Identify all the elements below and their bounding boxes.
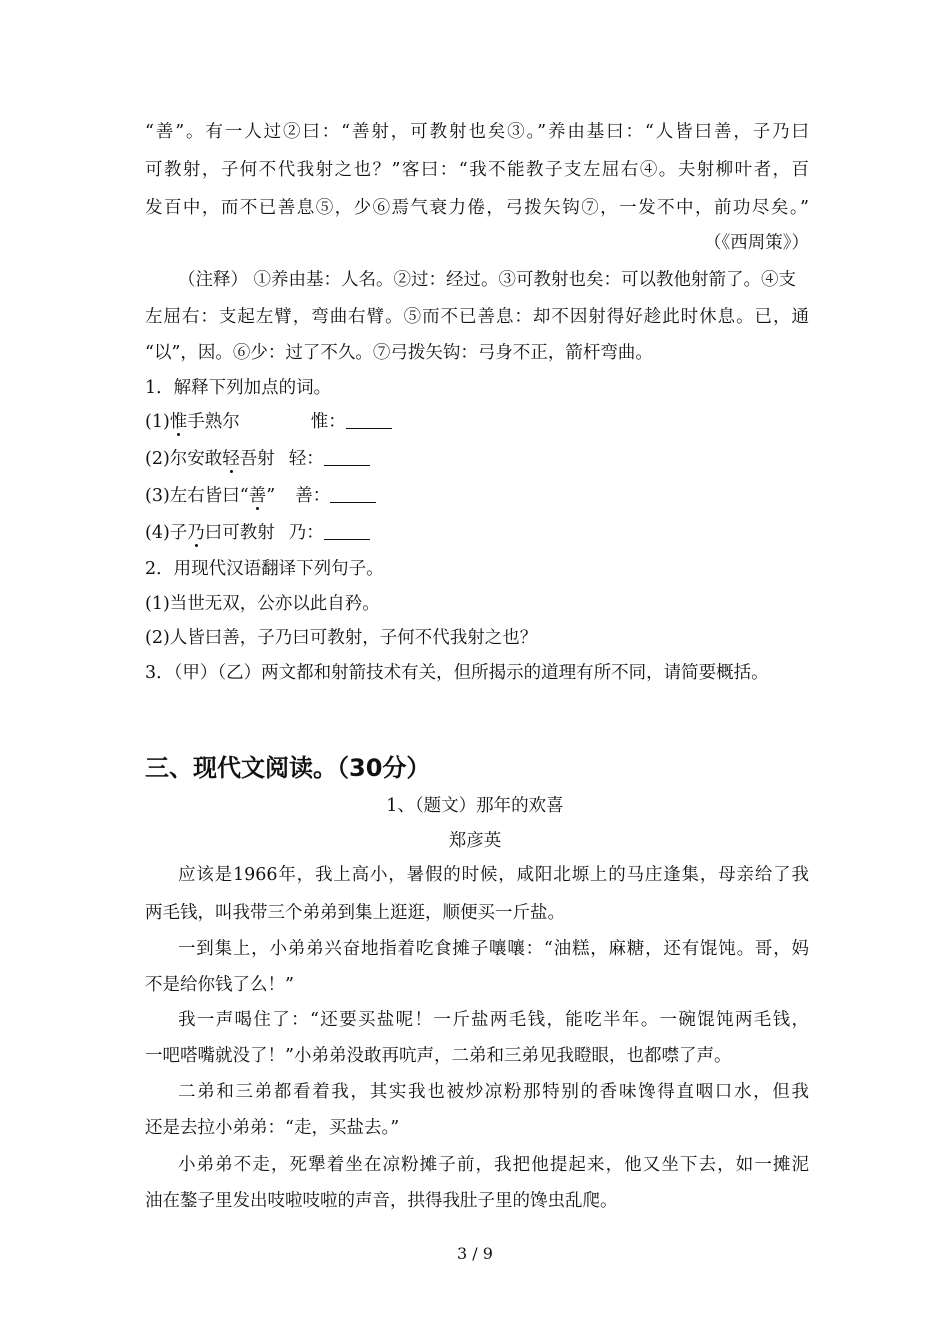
paragraph-line: 两毛钱，叫我带三个弟弟到集上逛逛，顺便买一斤盐。 <box>145 903 565 923</box>
notes-line: “以”，因。⑥少：过了不久。⑦弓拨矢钩：弓身不正，箭杆弯曲。 <box>145 343 653 363</box>
answer-blank[interactable] <box>330 486 376 503</box>
notes-line: 左屈右：支起左臂，弯曲右臂。⑤而不已善息：却不因射得好趁此时休息。已，通 <box>145 307 809 327</box>
question-2-item: (2)人皆曰善，子乃曰可教射，子何不代我射之也？ <box>145 628 538 648</box>
question-1-item: (2)尔安敢轻吾射 轻： <box>145 447 809 471</box>
notes-line: （注释） ①养由基：人名。②过：经过。③可教射也矣：可以教他射箭了。④支 <box>178 270 797 290</box>
paragraph-line: 一到集上，小弟弟兴奋地指着吃食摊子嚷嚷：“油糕，麻糖，还有馄饨。哥，妈 <box>178 939 809 959</box>
paragraph-line: 二弟和三弟都看着我，其实我也被炒凉粉那特别的香味馋得直咽口水，但我 <box>178 1082 809 1102</box>
answer-blank[interactable] <box>324 523 370 540</box>
classical-line: 发百中，而不已善息⑤，少⑥焉气衰力倦，弓拨矢钩⑦，一发不中，前功尽矣。” <box>145 198 809 218</box>
page-number: 3 / 9 <box>457 1244 493 1263</box>
paragraph-line: 还是去拉小弟弟：“走，买盐去。” <box>145 1118 400 1138</box>
question-3-title: 3．（甲）（乙）两文都和射箭技术有关，但所揭示的道理有所不同，请简要概括。 <box>145 663 769 683</box>
classical-line: 可教射，子何不代我射之也？”客曰：“我不能教子支左屈右④。夫射柳叶者，百 <box>145 160 809 180</box>
dotted-character: 惟 <box>169 412 188 432</box>
article-author: 郑彦英 <box>448 831 502 851</box>
source-citation: （《西周策》） <box>704 233 809 253</box>
paragraph-line: 不是给你钱了么！” <box>145 975 294 995</box>
paragraph-line: 小弟弟不走，死犟着坐在凉粉摊子前，我把他提起来，他又坐下去，如一摊泥 <box>178 1155 809 1175</box>
answer-blank[interactable] <box>324 449 370 466</box>
dotted-character: 乃 <box>187 523 205 543</box>
article-title: 1、（题文）那年的欢喜 <box>386 796 564 816</box>
section-heading: 三、现代文阅读。（30分） <box>145 754 431 782</box>
question-2-item: (1)当世无双，公亦以此自矜。 <box>145 594 380 614</box>
question-1-item: (1)惟手熟尔 惟： <box>145 410 809 434</box>
question-2-title: 2．用现代汉语翻译下列句子。 <box>145 559 384 579</box>
answer-blank[interactable] <box>346 412 392 429</box>
question-1-item: (4)子乃曰可教射 乃： <box>145 521 809 545</box>
classical-line: “善”。有一人过②曰：“善射，可教射也矣③。”养由基曰：“人皆曰善，子乃曰 <box>145 122 809 142</box>
paragraph-line: 应该是1966年，我上高小，暑假的时候，咸阳北塬上的马庄逢集，母亲给了我 <box>178 865 809 885</box>
question-1-title: 1．解释下列加点的词。 <box>145 378 332 398</box>
paragraph-line: 一吧嗒嘴就没了！”小弟弟没敢再吭声，二弟和三弟见我瞪眼，也都噤了声。 <box>145 1046 732 1066</box>
paragraph-line: 油在鏊子里发出吱啦吱啦的声音，拱得我肚子里的馋虫乱爬。 <box>145 1191 618 1211</box>
dotted-character: 轻 <box>222 449 240 469</box>
question-1-item: (3)左右皆曰“善” 善： <box>145 484 809 508</box>
dotted-character: 善 <box>248 486 267 506</box>
paragraph-line: 我一声喝住了：“还要买盐呢！一斤盐两毛钱，能吃半年。一碗馄饨两毛钱， <box>178 1010 809 1030</box>
